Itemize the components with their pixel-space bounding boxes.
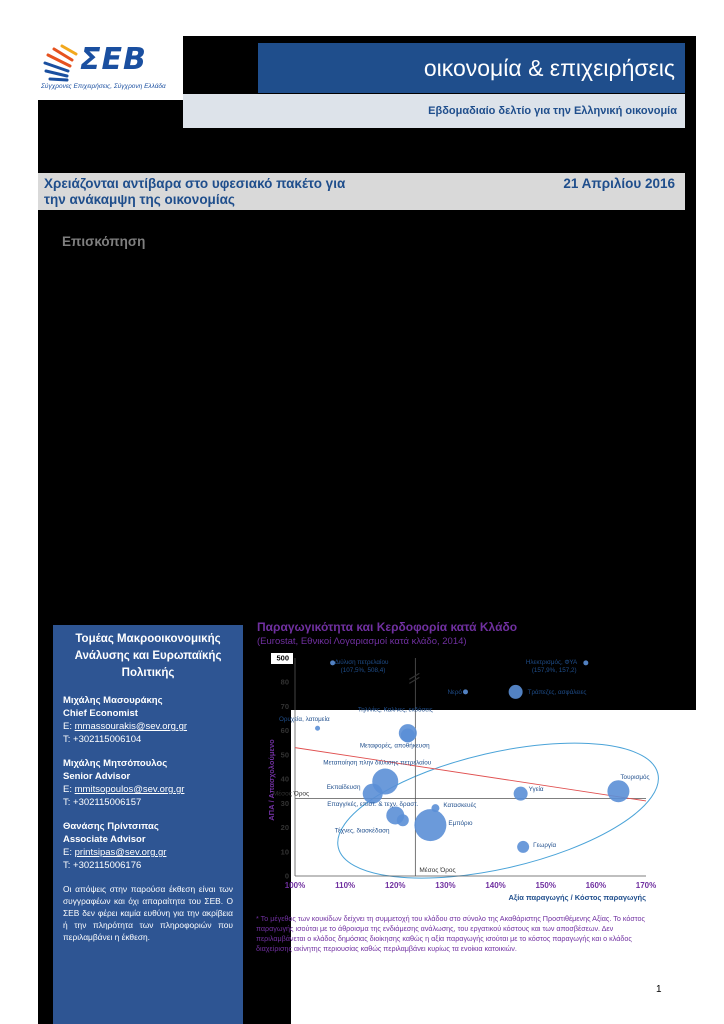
x-tick-label: 140% <box>485 881 506 890</box>
publication-subtitle: Εβδομαδιαίο δελτίο για την Ελληνική οικονομία <box>428 105 677 117</box>
header-subbanner <box>183 94 685 128</box>
data-point-label: Υγεία <box>528 786 544 794</box>
data-point <box>397 814 409 826</box>
data-point <box>463 689 468 694</box>
chart-title: Παραγωγικότητα και Κερδοφορία κατά Κλάδο <box>257 620 518 634</box>
y-tick-label: 50 <box>280 750 289 760</box>
article-title: Χρειάζονται αντίβαρα στο υφεσιακό πακέτο για την ανάκαμψη της οικονομίας <box>44 176 346 207</box>
data-point-sublabel: (157,9%, 157,2) <box>531 666 577 674</box>
y-tick-label: 10 <box>280 847 289 857</box>
data-point <box>607 780 629 802</box>
contact-email-link[interactable]: mmassourakis@sev.org.gr <box>74 721 188 732</box>
y-tick-label: 80 <box>280 677 289 687</box>
x-tick-label: 160% <box>585 881 607 890</box>
contact-card <box>63 757 233 809</box>
data-point-label: Κατασκευές <box>443 801 477 809</box>
logo-wordmark: ΣΕΒ <box>80 42 147 77</box>
average-x-label: Μέσος Όρος <box>419 867 456 874</box>
data-point-label: Εκπαίδευση <box>326 783 361 791</box>
contact-phone: T: +302115006176 <box>63 860 142 871</box>
x-tick-label: 170% <box>635 881 657 890</box>
data-point <box>517 841 529 853</box>
y-tick-label: 60 <box>280 726 289 736</box>
y-tick-label: 70 <box>280 701 289 711</box>
section-heading: Επισκόπηση <box>62 234 146 249</box>
y-axis-label: ΑΠΑ / Απασχολούμενο <box>267 739 276 821</box>
x-tick-label: 130% <box>435 881 456 890</box>
data-point-label: Ηλεκτρισμός, ΦΥΑ <box>525 658 578 666</box>
y-tick-label: 40 <box>280 774 289 784</box>
contact-name: Μιχάλης Μασουράκης <box>63 695 163 706</box>
data-point-label: Τέχνες, διασκέδαση <box>334 827 390 835</box>
contact-card <box>63 820 233 872</box>
data-point-label: Ορυχεία, λατομεία <box>279 715 330 723</box>
email-prefix: E: <box>63 784 75 795</box>
page-left-margin <box>0 100 38 1024</box>
y-tick-label: 0 <box>284 871 289 881</box>
logo-tagline: Σύγχρονες Επιχειρήσεις, Σύγχρονη Ελλάδα <box>41 83 166 90</box>
data-point-sublabel: (107,5%, 508,4) <box>340 666 386 674</box>
average-y-label: Μέσος Όρος <box>272 790 310 798</box>
contacts-sidebar <box>53 625 243 1024</box>
data-point-label: Νερό <box>447 688 462 696</box>
data-point-label: Μεταφορές, αποθήκευση <box>359 742 430 750</box>
page-number: 1 <box>656 984 662 995</box>
data-point-label: Τουρισμός <box>620 774 650 782</box>
page-right-margin <box>696 36 724 1024</box>
data-point-label: Μεταποίηση πλην διύλισης πετρελαίου <box>323 759 432 767</box>
contact-email-link[interactable]: mmitsopoulos@sev.org.gr <box>74 784 185 795</box>
x-tick-label: 110% <box>335 881 356 890</box>
data-point <box>509 685 523 699</box>
contact-name: Μιχάλης Μητσόπουλος <box>63 758 168 769</box>
contact-phone: T: +302115006104 <box>63 734 142 745</box>
data-point-label: Επαγγ/κές, επιστ. & τεχν. δραστ. <box>327 800 419 808</box>
bubble-chart <box>256 650 696 910</box>
data-point <box>414 809 446 841</box>
axis-break-marker <box>409 673 419 683</box>
contact-email-line <box>63 720 233 733</box>
data-point <box>315 726 320 731</box>
contact-role: Chief Economist <box>63 708 138 719</box>
chart-subtitle: (Eurostat, Εθνικοί Λογαριασμοί κατά κλάδο, 2014) <box>257 636 467 647</box>
data-point-label: Γεωργία <box>533 841 557 849</box>
contact-name: Θανάσης Πρίντσιπας <box>63 821 159 832</box>
data-point-label: Διύλιση πετρελαίου <box>334 658 389 666</box>
data-point <box>514 787 528 801</box>
contact-email-line <box>63 846 233 859</box>
sidebar-heading: Τομέας Μακροοικονομικής Ανάλυσης και Ευρωπαϊκής Πολιτικής <box>74 633 222 679</box>
trend-line <box>295 748 646 801</box>
y-tick-label: 30 <box>280 798 289 808</box>
data-point-label: Τράπεζες, ασφάλειες <box>527 688 587 696</box>
contact-role: Associate Advisor <box>63 834 146 845</box>
contact-role: Senior Advisor <box>63 771 131 782</box>
x-tick-label: 120% <box>385 881 406 890</box>
x-tick-label: 150% <box>535 881 556 890</box>
contact-phone: T: +302115006157 <box>63 797 142 808</box>
email-prefix: E: <box>63 847 75 858</box>
x-axis-label: Αξία παραγωγής / Κόστος παραγωγής <box>508 893 646 902</box>
contact-card <box>63 694 233 746</box>
publication-title: οικονομία & επιχειρήσεις <box>423 55 675 81</box>
data-point <box>401 729 415 743</box>
y-tick-label: 20 <box>280 823 289 833</box>
data-point-label: Εμπόριο <box>448 820 473 828</box>
header-banner <box>258 43 685 93</box>
chart-footnote: * Το μέγεθος των κουκίδων δείχνει τη συμμετοχή του κλάδου στο σύνολο της Ακαθάριστης Προστιθέμενης Αξίας. Το κόστος παραγωγής ισούται με το άθροισμα της ενδιάμεσης ανάλωσης, του εργατικού κόστους και των αποσβέσεων. Δεν περιλαμβάνεται ο κλάδος δημόσιας διοίκησης καθώς η αξία παραγωγής ισούται με το κόστος παραγωγής και ο κλάδος διαχείρισης ακίνητης περιουσίας καθώς περιλαμβάνει κυρίως τα ενοίκια κατοικιών. <box>256 914 645 953</box>
data-point-label: Τηλ/νίες, Καλ/νες, εκδόσεις <box>357 706 433 714</box>
contact-email-link[interactable]: printsipas@sev.org.gr <box>74 847 167 858</box>
disclaimer-text: Οι απόψεις στην παρούσα έκθεση είναι των συγγραφέων και όχι απαραίτητα του ΣΕΒ. Ο ΣΕΒ δεν φέρει καμία ευθύνη για την ακρίβεια ή την πληρότητα των πληροφοριών που περιλαμβάνει η έκθεση. <box>63 884 233 942</box>
data-point <box>583 660 588 665</box>
article-title-bar <box>38 173 685 210</box>
y-tick-label: 500 <box>276 653 289 663</box>
x-tick-label: 100% <box>284 881 306 890</box>
contact-email-line <box>63 783 233 796</box>
article-date: 21 Απριλίου 2016 <box>563 176 675 191</box>
email-prefix: E: <box>63 721 75 732</box>
